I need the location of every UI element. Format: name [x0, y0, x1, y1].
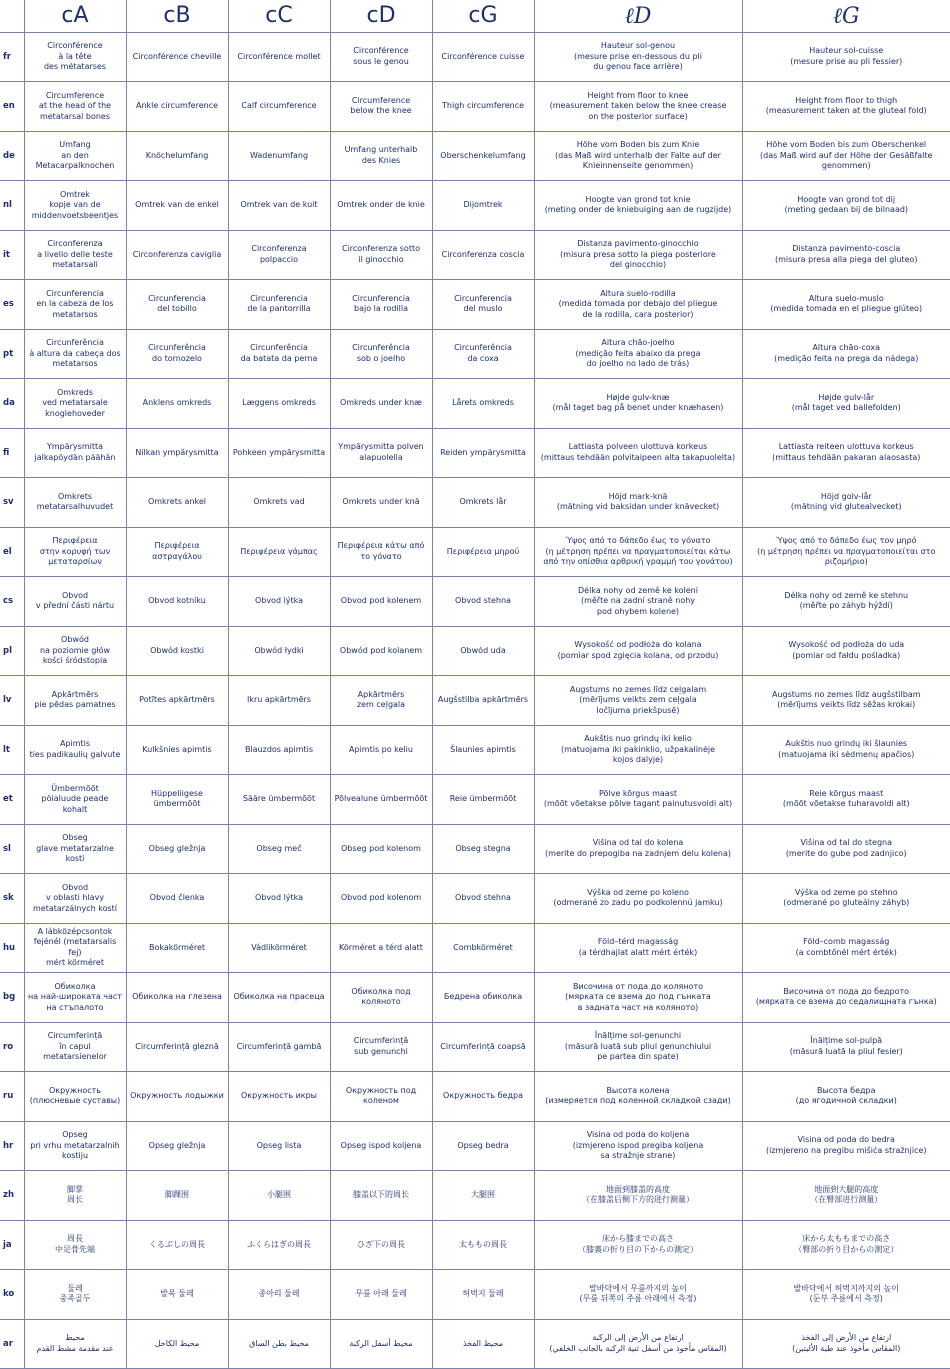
cell-ld: Aukštis nuo grindų iki kelio (matuojama iki pakinklio, užpakalinėje kojos dalyje): [534, 725, 742, 775]
cell-ca: Omkreds ved metatarsale knoglehoveder: [24, 379, 126, 429]
cell-ca: 周長 中足骨先端: [24, 1220, 126, 1270]
language-code: bg: [0, 973, 24, 1023]
cell-ca: Umfang an den Metacarpalknochen: [24, 131, 126, 181]
cell-cb: Περιφέρεια αστραγάλου: [126, 527, 228, 577]
cell-cd: 무릎 아래 둘레: [330, 1270, 432, 1320]
table-row: [0, 1022, 950, 1072]
cell-cc: Circunferencia de la pantorrilla: [228, 280, 330, 330]
cell-lg: Višina od tal do stegna (merite do gube pod zadnjico): [742, 824, 950, 874]
language-code: fi: [0, 428, 24, 478]
cell-cd: Circumferință sub genunchi: [330, 1022, 432, 1072]
table-row: [0, 1171, 950, 1221]
cell-lg: ارتفاع من الأرض إلى الفخذ (المقاس مأخوذ عند طية الأليتين): [742, 1319, 950, 1369]
cell-cc: Περιφέρεια γάμπας: [228, 527, 330, 577]
cell-cd: Περιφέρεια κάτω από το γόνατο: [330, 527, 432, 577]
cell-ca: Circunferência à altura da cabeça dos metatarsos: [24, 329, 126, 379]
cell-cd: Põlvealune ümbermõõt: [330, 775, 432, 825]
cell-cb: くるぶしの周長: [126, 1220, 228, 1270]
cell-cg: Obseg stegna: [432, 824, 534, 874]
cell-cb: Circumferință gleznă: [126, 1022, 228, 1072]
cell-cd: Omkrets under knä: [330, 478, 432, 528]
cell-ld: Ύψος από το δάπεδο έως το γόνατο (η μέτρηση πρέπει να πραγματοποιείται κάτω από την οπίσθια αρθρική γραμμή του γονάτου): [534, 527, 742, 577]
cell-lg: Altura suelo-muslo (medida tomada en el pliegue glúteo): [742, 280, 950, 330]
language-code: ja: [0, 1220, 24, 1270]
cell-lg: Höhe vom Boden bis zum Oberschenkel (das Maß wird auf der Höhe der Gesäßfalte genommen): [742, 131, 950, 181]
language-code: ko: [0, 1270, 24, 1320]
cell-lg: Højde gulv-lår (mål taget ved ballefolden): [742, 379, 950, 429]
language-code: nl: [0, 181, 24, 231]
cell-cb: Potītes apkārtmērs: [126, 676, 228, 726]
language-code: it: [0, 230, 24, 280]
table-row: [0, 379, 950, 429]
cell-cb: محيط الكاحل: [126, 1319, 228, 1369]
cell-cg: Combkörméret: [432, 923, 534, 973]
table-row: [0, 874, 950, 924]
cell-cb: Hüppeliigese ümbermõõt: [126, 775, 228, 825]
cell-cg: محيط الفخذ: [432, 1319, 534, 1369]
cell-ca: Ympärysmitta jalkapöydän päähän: [24, 428, 126, 478]
table-row: [0, 82, 950, 132]
table-row: [0, 329, 950, 379]
cell-lg: Augstums no zemes līdz augšstilbam (mērījums veikts līdz sēžas krokai): [742, 676, 950, 726]
cell-cc: Pohkeen ympärysmitta: [228, 428, 330, 478]
cell-cc: Circonferenza polpaccio: [228, 230, 330, 280]
cell-cg: Obvod stehna: [432, 874, 534, 924]
cell-cb: Circunferencia del tobillo: [126, 280, 228, 330]
cell-cd: Obseg pod kolenom: [330, 824, 432, 874]
cell-ca: Circunferencia en la cabeza de los metatarsos: [24, 280, 126, 330]
cell-cd: Circumference below the knee: [330, 82, 432, 132]
table-row: [0, 280, 950, 330]
table-row: [0, 1319, 950, 1369]
cell-cd: Circunferência sob o joelho: [330, 329, 432, 379]
cell-cd: Körméret a térd alatt: [330, 923, 432, 973]
cell-lg: Wysokość od podłoża do uda (pomiar od fałdu pośladka): [742, 626, 950, 676]
cell-cb: Obseg gležnja: [126, 824, 228, 874]
cell-lg: Altura chão-coxa (medição feita na prega da nádega): [742, 329, 950, 379]
cell-ld: Visina od poda do koljena (izmjereno ispod pregiba koljena sa stražnje strane): [534, 1121, 742, 1171]
table-row: [0, 824, 950, 874]
cell-ld: Wysokość od podłoża do kolana (pomiar spod zgięcia kolana, od przodu): [534, 626, 742, 676]
cell-lg: Výška od zeme po stehno (odmerané po gluteálny záhyb): [742, 874, 950, 924]
language-code: ro: [0, 1022, 24, 1072]
cell-ld: Højde gulv-knæ (mål taget bag på benet under knæhasen): [534, 379, 742, 429]
cell-cd: Omkreds under knæ: [330, 379, 432, 429]
cell-ld: Înălțime sol-genunchi (măsură luată sub pliul genunchiului pe partea din spate): [534, 1022, 742, 1072]
cell-cb: Окружность лодыжки: [126, 1072, 228, 1122]
table-row: [0, 1072, 950, 1122]
cell-cg: Opseg bedra: [432, 1121, 534, 1171]
cell-ld: Lattiasta polveen ulottuva korkeus (mittaus tehdään polvitaipeen alta takapuolelta): [534, 428, 742, 478]
cell-ca: Obvod v oblasti hlavy metatarzálnych kostí: [24, 874, 126, 924]
language-code: lv: [0, 676, 24, 726]
cell-cc: Обиколка на прасеца: [228, 973, 330, 1023]
cell-ld: Distanza pavimento-ginocchio (misura presa sotto la piega posteriore del ginocchio): [534, 230, 742, 280]
cell-ld: Höjd mark-knä (mätning vid baksidan under knävecket): [534, 478, 742, 528]
cell-ld: Височина от пода до коляното (мярката се взема до под гънката в задната част на коляното): [534, 973, 742, 1023]
cell-cb: Ankle circumference: [126, 82, 228, 132]
cell-cd: ひざ下の周長: [330, 1220, 432, 1270]
language-code: lt: [0, 725, 24, 775]
cell-ld: Višina od tal do kolena (merite do prepogiba na zadnjem delu kolena): [534, 824, 742, 874]
cell-cc: Obvod lýtka: [228, 874, 330, 924]
cell-cc: Omkrets vad: [228, 478, 330, 528]
table-row: [0, 1270, 950, 1320]
table-row: [0, 181, 950, 231]
cell-cd: Обиколка под коляното: [330, 973, 432, 1023]
language-code: hu: [0, 923, 24, 973]
table-row: [0, 676, 950, 726]
cell-cg: 大腿围: [432, 1171, 534, 1221]
cell-ca: Обиколка на най-широката част на стъпалото: [24, 973, 126, 1023]
cell-cd: Circonferenza sotto il ginocchio: [330, 230, 432, 280]
language-code: da: [0, 379, 24, 429]
header-cd: cD: [330, 0, 432, 32]
header-cb: cB: [126, 0, 228, 32]
cell-ca: Περιφέρεια στην κορυφή των μεταταρσίων: [24, 527, 126, 577]
header-lg: ℓG: [742, 0, 950, 32]
cell-cc: Ikru apkārtmērs: [228, 676, 330, 726]
cell-cd: Ympärysmitta polven alapuolella: [330, 428, 432, 478]
table-row: [0, 626, 950, 676]
cell-ld: Hauteur sol-genou (mesure prise en-dessous du pli du genou face arrière): [534, 32, 742, 82]
cell-ld: ارتفاع من الأرض إلى الركبة (المقاس مأخوذ من أسفل ثنية الركبة بالجانب الخلفي): [534, 1319, 742, 1369]
header-lang: [0, 0, 24, 32]
cell-lg: Ύψος από το δάπεδο έως τον μηρό (η μέτρηση πρέπει να πραγματοποιείται στο ριζομήριο): [742, 527, 950, 577]
language-code: sl: [0, 824, 24, 874]
cell-cg: 太ももの周長: [432, 1220, 534, 1270]
language-code: zh: [0, 1171, 24, 1221]
language-code: et: [0, 775, 24, 825]
cell-ca: Circonférence à la tête des métatarses: [24, 32, 126, 82]
cell-cg: Šlaunies apimtis: [432, 725, 534, 775]
cell-cb: Обиколка на глезена: [126, 973, 228, 1023]
table-row: [0, 577, 950, 627]
cell-cd: Apkārtmērs zem ceļgala: [330, 676, 432, 726]
cell-cg: Dijomtrek: [432, 181, 534, 231]
language-code: ru: [0, 1072, 24, 1122]
cell-ca: محيط عند مقدمة مشط القدم: [24, 1319, 126, 1369]
language-code: hr: [0, 1121, 24, 1171]
cell-lg: Distanza pavimento-coscia (misura presa alla piega del gluteo): [742, 230, 950, 280]
language-code: pt: [0, 329, 24, 379]
cell-lg: Délka nohy od země ke stehnu (měřte po záhyb hýždí): [742, 577, 950, 627]
cell-cg: 허벅지 둘레: [432, 1270, 534, 1320]
cell-cg: Lårets omkreds: [432, 379, 534, 429]
cell-cb: Omkrets ankel: [126, 478, 228, 528]
cell-ca: Ümbermõõt pöialuude peade kohalt: [24, 775, 126, 825]
header-cc: cC: [228, 0, 330, 32]
cell-ca: Obseg glave metatarzalne kosti: [24, 824, 126, 874]
cell-cg: Circunferencia del muslo: [432, 280, 534, 330]
cell-ca: Obvod v přední části nártu: [24, 577, 126, 627]
cell-lg: Hoogte van grond tot dij (meting gedaan bij de bilnaad): [742, 181, 950, 231]
table-row: [0, 973, 950, 1023]
cell-cb: Bokakörméret: [126, 923, 228, 973]
cell-cd: 膝盖以下的周长: [330, 1171, 432, 1221]
cell-lg: 地面到大腿的高度 （在臀部进行测量）: [742, 1171, 950, 1221]
cell-ld: Délka nohy od země ke koleni (měřte na zadní straně nohy pod ohybem kolene): [534, 577, 742, 627]
cell-cc: Omtrek van de kuit: [228, 181, 330, 231]
cell-cb: Obvod členka: [126, 874, 228, 924]
header-cg: cG: [432, 0, 534, 32]
cell-cc: Blauzdos apimtis: [228, 725, 330, 775]
cell-cg: Reie ümbermõõt: [432, 775, 534, 825]
cell-cb: 발목 둘레: [126, 1270, 228, 1320]
table-row: [0, 775, 950, 825]
cell-lg: Înălțime sol-pulpă (măsură luată la pliul fesier): [742, 1022, 950, 1072]
cell-cd: Circonférence sous le genou: [330, 32, 432, 82]
cell-cg: Окружность бедра: [432, 1072, 534, 1122]
language-code: de: [0, 131, 24, 181]
cell-cb: Circonférence cheville: [126, 32, 228, 82]
header-ca: cA: [24, 0, 126, 32]
table-row: [0, 32, 950, 82]
cell-cd: Circunferencia bajo la rodilla: [330, 280, 432, 330]
cell-cg: Circunferência da coxa: [432, 329, 534, 379]
cell-cb: Nilkan ympärysmitta: [126, 428, 228, 478]
cell-ld: Höhe vom Boden bis zum Knie (das Maß wird unterhalb der Falte auf der Knieinnenseite genommen): [534, 131, 742, 181]
cell-cd: Окружность под коленом: [330, 1072, 432, 1122]
cell-ca: Apimtis ties padikaulių galvute: [24, 725, 126, 775]
table-row: [0, 527, 950, 577]
cell-cb: 脚踝围: [126, 1171, 228, 1221]
table-row: [0, 428, 950, 478]
cell-ld: Altura suelo-rodilla (medida tomada por debajo del pliegue de la rodilla, cara posterior): [534, 280, 742, 330]
cell-ca: A lábközépcsontok fejénél (metatarsalis fej) mért körméret: [24, 923, 126, 973]
language-code: ar: [0, 1319, 24, 1369]
cell-cb: Omtrek van de enkel: [126, 181, 228, 231]
cell-cg: Augšstilba apkārtmērs: [432, 676, 534, 726]
cell-lg: Височина от пода до бедрото (мярката се взема до седалищната гънка): [742, 973, 950, 1023]
cell-ca: Circumference at the head of the metatarsal bones: [24, 82, 126, 132]
cell-cg: Obvod stehna: [432, 577, 534, 627]
cell-cd: Apimtis po keliu: [330, 725, 432, 775]
cell-lg: Visina od poda do bedra (izmjereno na pregibu mišića stražnjice): [742, 1121, 950, 1171]
cell-cd: Obvod pod kolenom: [330, 874, 432, 924]
language-code: sv: [0, 478, 24, 528]
language-code: cs: [0, 577, 24, 627]
cell-cg: Obwód uda: [432, 626, 534, 676]
cell-ld: Föld–térd magasság (a térdhajlat alatt mért érték): [534, 923, 742, 973]
language-code: es: [0, 280, 24, 330]
cell-cc: Obseg meč: [228, 824, 330, 874]
cell-lg: Aukštis nuo grindų iki šlaunies (matuojama iki sėdmenų apačios): [742, 725, 950, 775]
header-row: [0, 0, 950, 32]
cell-cc: ふくらはぎの周長: [228, 1220, 330, 1270]
cell-cc: 종아리 둘레: [228, 1270, 330, 1320]
cell-lg: 발바닥에서 허벅지까지의 높이 (둔부 주름에서 측정): [742, 1270, 950, 1320]
cell-cc: Wadenumfang: [228, 131, 330, 181]
language-code: sk: [0, 874, 24, 924]
cell-ld: Augstums no zemes līdz ceļgalam (mērījums veikts zem ceļgala ločījuma priekšpusē): [534, 676, 742, 726]
cell-ld: Altura chão-joelho (medição feita abaixo da prega do joelho no lado de trás): [534, 329, 742, 379]
cell-cc: 小腿围: [228, 1171, 330, 1221]
cell-ld: 床から膝までの高さ （膝裏の折り目の下からの測定）: [534, 1220, 742, 1270]
cell-ld: Výška od zeme po koleno (odmerané zo zadu po podkolennú jamku): [534, 874, 742, 924]
cell-cc: Circunferência da batata da perna: [228, 329, 330, 379]
cell-ca: Omkrets metatarsalhuvudet: [24, 478, 126, 528]
cell-ca: Opseg pri vrhu metatarzalnih kostiju: [24, 1121, 126, 1171]
table-body: [0, 32, 950, 1369]
cell-cc: Opseg lista: [228, 1121, 330, 1171]
cell-cb: Knöchelumfang: [126, 131, 228, 181]
header-ld: ℓD: [534, 0, 742, 32]
cell-cc: Окружность икры: [228, 1072, 330, 1122]
language-code: en: [0, 82, 24, 132]
table-row: [0, 1121, 950, 1171]
cell-ld: Высота колена (измеряется под коленной складкой сзади): [534, 1072, 742, 1122]
table-row: [0, 230, 950, 280]
cell-cd: Opseg ispod koljena: [330, 1121, 432, 1171]
cell-cc: محيط بطن الساق: [228, 1319, 330, 1369]
cell-cc: Sääre ümbermõõt: [228, 775, 330, 825]
cell-cg: Circonferenza coscia: [432, 230, 534, 280]
cell-ca: 脚掌 周长: [24, 1171, 126, 1221]
cell-lg: Lattiasta reiteen ulottuva korkeus (mittaus tehdään pakaran alaosasta): [742, 428, 950, 478]
cell-cc: Obwód łydki: [228, 626, 330, 676]
cell-ca: Circonferenza a livello delle teste metatarsali: [24, 230, 126, 280]
cell-cg: Бедрена обиколка: [432, 973, 534, 1023]
cell-cc: Circonférence mollet: [228, 32, 330, 82]
cell-lg: 床から太ももまでの高さ （臀部の折り目からの測定）: [742, 1220, 950, 1270]
cell-cb: Circonferenza caviglia: [126, 230, 228, 280]
cell-lg: Высота бедра (до ягодичной складки): [742, 1072, 950, 1122]
cell-cb: Obvod kotníku: [126, 577, 228, 627]
cell-cb: Kulkšnies apimtis: [126, 725, 228, 775]
language-code: el: [0, 527, 24, 577]
cell-cc: Circumferință gambă: [228, 1022, 330, 1072]
cell-cc: Calf circumference: [228, 82, 330, 132]
cell-cd: Obwód pod kolanem: [330, 626, 432, 676]
cell-ca: Omtrek kopje van de middenvoetsbeentjes: [24, 181, 126, 231]
table-row: [0, 131, 950, 181]
cell-cc: Vádlikörméret: [228, 923, 330, 973]
cell-ld: Hoogte van grond tot knie (meting onder de kniebuiging aan de rugzijde): [534, 181, 742, 231]
cell-cd: محيط أسفل الركبة: [330, 1319, 432, 1369]
cell-cb: Circunferência do tornozelo: [126, 329, 228, 379]
cell-lg: Hauteur sol-cuisse (mesure prise au pli fessier): [742, 32, 950, 82]
cell-ca: Obwód na poziomie głów kości śródstopia: [24, 626, 126, 676]
cell-cg: Circonférence cuisse: [432, 32, 534, 82]
cell-cd: Umfang unterhalb des Knies: [330, 131, 432, 181]
cell-cc: Læggens omkreds: [228, 379, 330, 429]
cell-ld: Height from floor to knee (measurement taken below the knee crease on the posterior surface): [534, 82, 742, 132]
cell-cb: Opseg gležnja: [126, 1121, 228, 1171]
cell-ld: 地面到膝盖的高度 （在膝盖后侧下方的进行测量）: [534, 1171, 742, 1221]
cell-cb: Anklens omkreds: [126, 379, 228, 429]
table-row: [0, 1220, 950, 1270]
cell-ld: 발바닥에서 무릎까지의 높이 (무릎 뒤쪽의 주름 아래에서 측정): [534, 1270, 742, 1320]
language-code: fr: [0, 32, 24, 82]
cell-ca: Circumferință în capul metatarsienelor: [24, 1022, 126, 1072]
language-code: pl: [0, 626, 24, 676]
table-row: [0, 923, 950, 973]
cell-cg: Circumferință coapsă: [432, 1022, 534, 1072]
cell-ca: 둘레 중족골두: [24, 1270, 126, 1320]
cell-cg: Reiden ympärysmitta: [432, 428, 534, 478]
cell-ca: Apkārtmērs pie pēdas pamatnes: [24, 676, 126, 726]
cell-ld: Põlve kõrgus maast (mõõt võetakse põlve tagant painutusvoldi alt): [534, 775, 742, 825]
table-row: [0, 725, 950, 775]
cell-cc: Obvod lýtka: [228, 577, 330, 627]
cell-lg: Reie kõrgus maast (mõõt võetakse tuharavoldi alt): [742, 775, 950, 825]
cell-cb: Obwód kostki: [126, 626, 228, 676]
cell-cg: Περιφέρεια μηρού: [432, 527, 534, 577]
cell-cd: Omtrek onder de knie: [330, 181, 432, 231]
cell-lg: Höjd golv-lår (mätning vid glutealvecket): [742, 478, 950, 528]
cell-lg: Föld–comb magasság (a combtőnél mért érték): [742, 923, 950, 973]
cell-cg: Thigh circumference: [432, 82, 534, 132]
cell-ca: Окружность (плюсневые суставы): [24, 1072, 126, 1122]
cell-cg: Omkrets lår: [432, 478, 534, 528]
cell-lg: Height from floor to thigh (measurement taken at the gluteal fold): [742, 82, 950, 132]
cell-cd: Obvod pod kolenem: [330, 577, 432, 627]
table-row: [0, 478, 950, 528]
cell-cg: Oberschenkelumfang: [432, 131, 534, 181]
